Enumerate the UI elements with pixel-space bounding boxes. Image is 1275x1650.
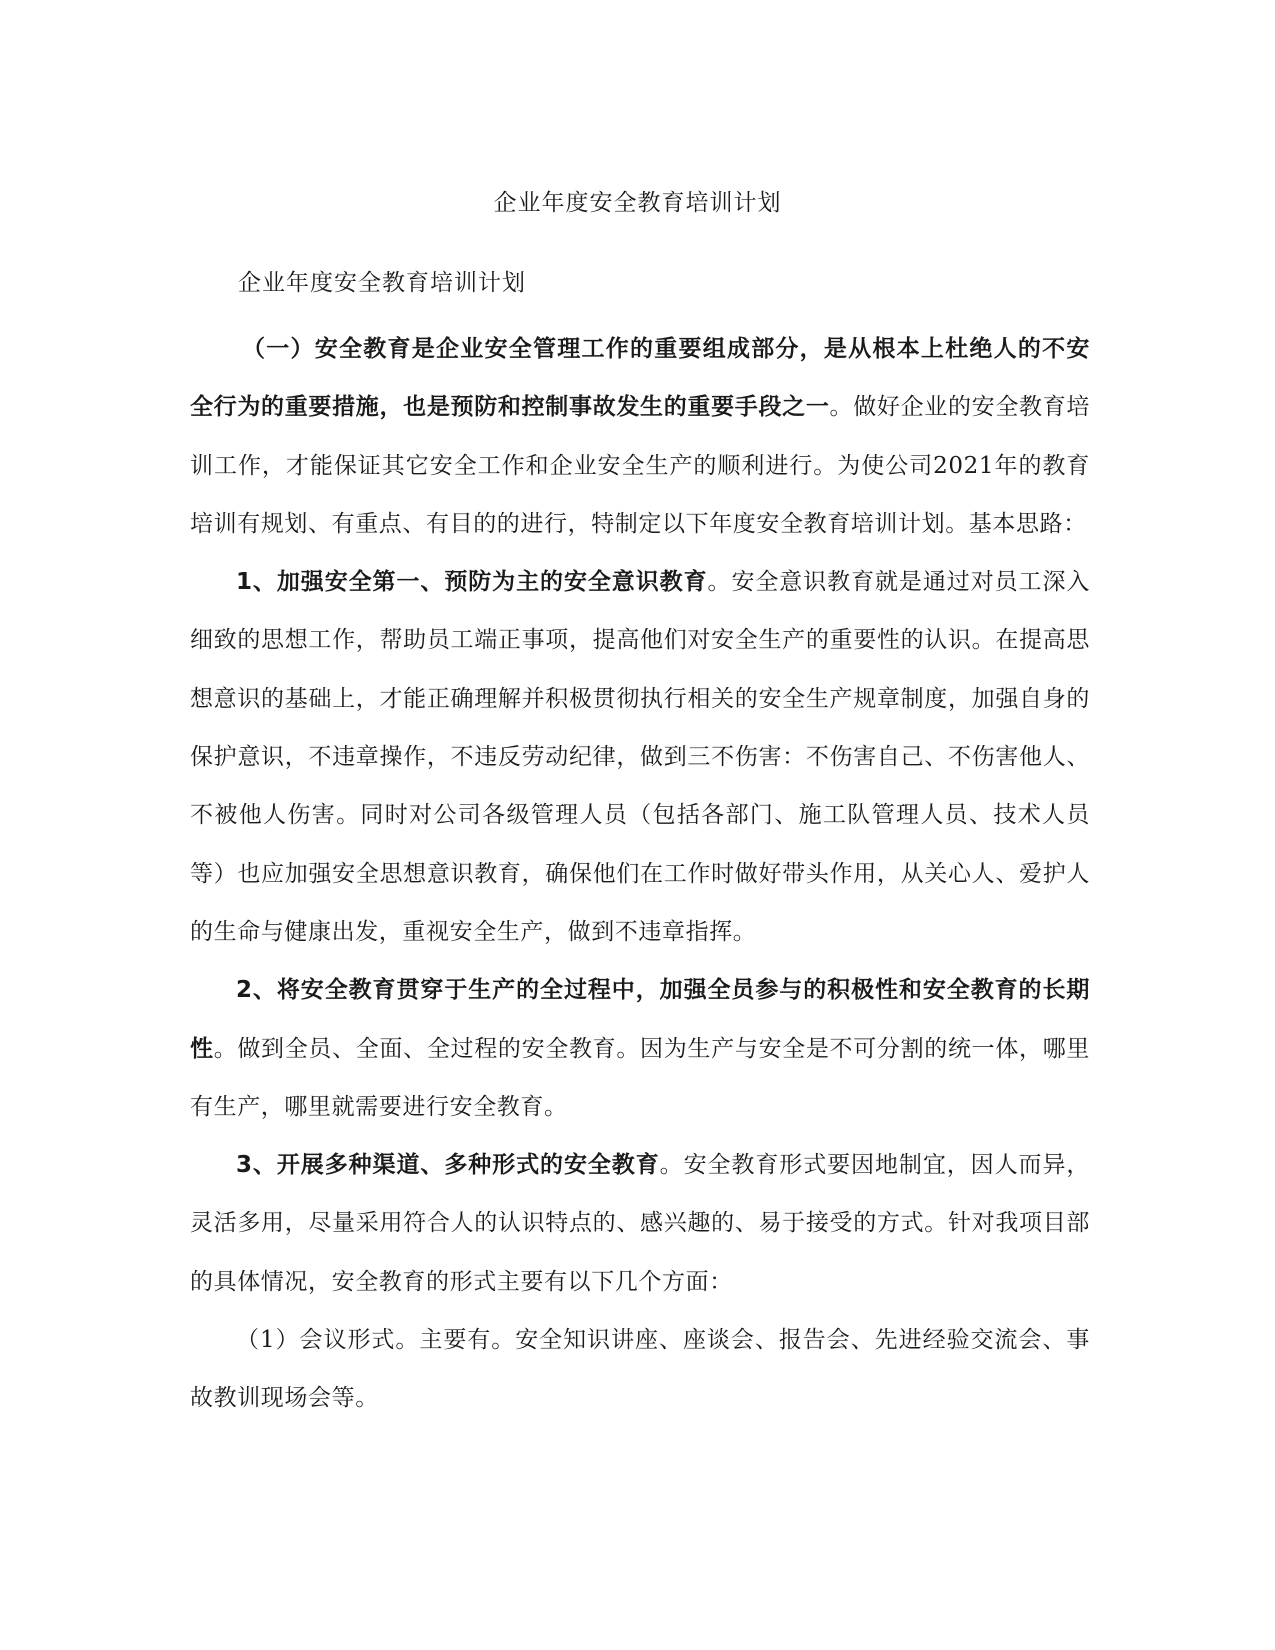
paragraph-point-1 (190, 553, 1090, 961)
paragraph-intro-bold: （一）安全教育是企业安全管理工作的重要组成部分，是从根本上杜绝人的不安全行为的重要措施，也是预防和控制事故发生的重要手段之一 (190, 336, 1090, 421)
paragraph-intro-text: 。做好企业的安全教育培训工作，才能保证其它安全工作和企业安全生产的顺利进行。为使公司2021年的教育培训有规划、有重点、有目的的进行，特制定以下年度安全教育培训计划。基本思路： (190, 394, 1090, 537)
paragraph-sub-1 (190, 1311, 1090, 1428)
paragraph-point-2-bold: 2、将安全教育贯穿于生产的全过程中，加强全员参与的积极性和安全教育的长期性 (190, 977, 1090, 1062)
paragraph-point-3-bold: 3、开展多种渠道、多种形式的安全教育 (236, 1152, 660, 1179)
document-subtitle: 企业年度安全教育培训计划 (238, 270, 526, 296)
paragraph-intro (190, 320, 1090, 553)
paragraph-point-2 (190, 961, 1090, 1136)
paragraph-point-2-text: 。做到全员、全面、全过程的安全教育。因为生产与安全是不可分割的统一体，哪里有生产，哪里就需要进行安全教育。 (190, 1035, 1090, 1120)
paragraph-point-3-text: 。安全教育形式要因地制宜，因人而异，灵活多用，尽量采用符合人的认识特点的、感兴趣的、易于接受的方式。针对我项目部的具体情况，安全教育的形式主要有以下几个方面： (190, 1152, 1090, 1295)
paragraph-point-1-text: 。安全意识教育就是通过对员工深入细致的思想工作，帮助员工端正事项，提高他们对安全生产的重要性的认识。在提高思想意识的基础上，才能正确理解并积极贯彻执行相关的安全生产规章制度，加强自身的保护意识，不违章操作，不违反劳动纪律，做到三不伤害：不伤害自己、不伤害他人、不被他人伤害。同时对公司各级管理人员（包括各部门、施工队管理人员、技术人员等）也应加强安全思想意识教育，确保他们在工作时做好带头作用，从关心人、爱护人的生命与健康出发，重视安全生产，做到不违章指挥。 (190, 569, 1090, 945)
document-body (190, 320, 1090, 1428)
document-title: 企业年度安全教育培训计划 (493, 190, 782, 216)
paragraph-point-1-bold: 1、加强安全第一、预防为主的安全意识教育 (236, 569, 708, 596)
paragraph-sub-1-text: （1）会议形式。主要有。安全知识讲座、座谈会、报告会、先进经验交流会、事故教训现场会等。 (190, 1327, 1090, 1412)
paragraph-point-3 (190, 1136, 1090, 1311)
